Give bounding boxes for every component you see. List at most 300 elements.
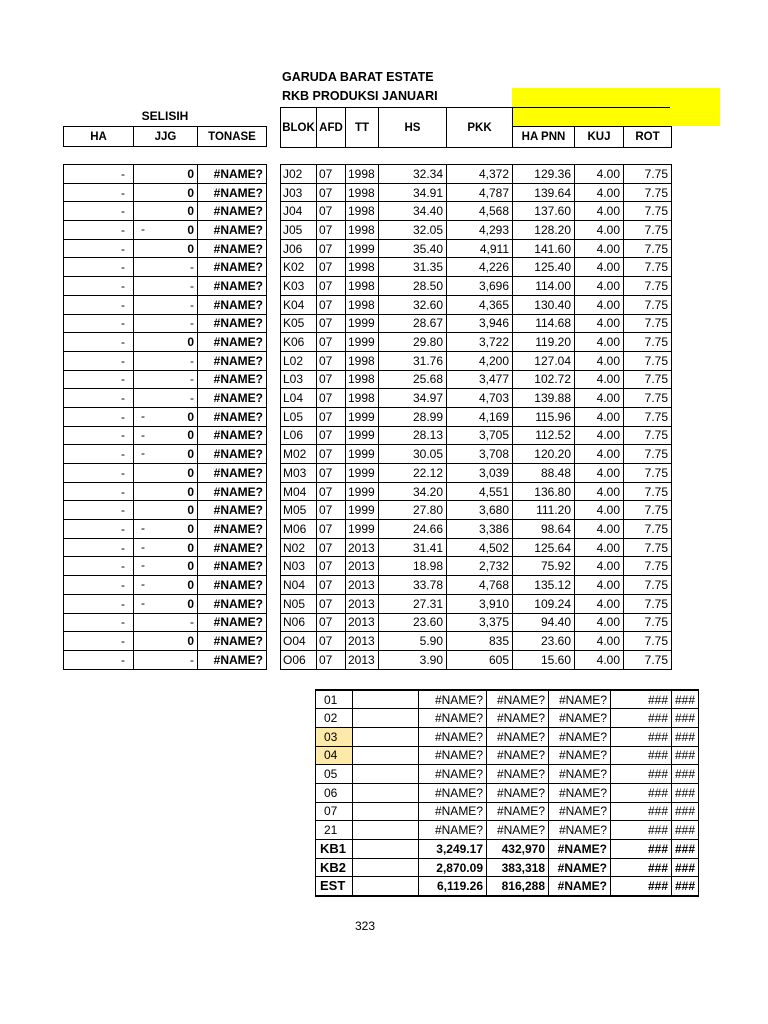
jjg-dash-marker: - bbox=[141, 222, 145, 237]
jjg-cell bbox=[134, 538, 198, 557]
afd-cell: 07 bbox=[317, 314, 346, 333]
tt-cell: 1998 bbox=[346, 258, 379, 277]
pkk-cell: 3,696 bbox=[447, 277, 513, 296]
summary-blank-cell bbox=[353, 727, 419, 746]
summary-table bbox=[315, 689, 699, 897]
summary-value-cell: #NAME? bbox=[487, 802, 549, 821]
report-subtitle: RKB PRODUKSI JANUARI bbox=[282, 89, 438, 103]
afd-cell: 07 bbox=[317, 333, 346, 352]
jjg-cell bbox=[134, 165, 198, 184]
summary-value-cell: #NAME? bbox=[487, 783, 549, 802]
blok-cell: N02 bbox=[281, 538, 317, 557]
afd-cell: 07 bbox=[317, 557, 346, 576]
summary-row bbox=[316, 746, 699, 765]
pkk-cell: 3,708 bbox=[447, 445, 513, 464]
summary-row bbox=[316, 802, 699, 821]
pkk-cell: 4,169 bbox=[447, 407, 513, 426]
afd-cell: 07 bbox=[317, 239, 346, 258]
rot-cell: 7.75 bbox=[624, 445, 672, 464]
kuj-cell: 4.00 bbox=[575, 576, 624, 595]
selisih-header-table bbox=[63, 126, 267, 147]
summary-blank-cell bbox=[353, 877, 419, 896]
summary-code-cell: 21 bbox=[316, 821, 353, 840]
ha-pnn-cell: 129.36 bbox=[513, 165, 575, 184]
kuj-cell: 4.00 bbox=[575, 295, 624, 314]
summary-blank-cell bbox=[353, 783, 419, 802]
hs-cell: 31.41 bbox=[379, 538, 447, 557]
afd-cell: 07 bbox=[317, 389, 346, 408]
afd-cell: 07 bbox=[317, 407, 346, 426]
summary-value-cell: #NAME? bbox=[549, 877, 611, 896]
tt-cell: 2013 bbox=[346, 576, 379, 595]
summary-value-cell: #NAME? bbox=[419, 727, 487, 746]
ha-pnn-cell: 120.20 bbox=[513, 445, 575, 464]
ha-cell: - bbox=[64, 538, 134, 557]
tt-cell: 2013 bbox=[346, 538, 379, 557]
blok-cell: K04 bbox=[281, 295, 317, 314]
blok-row bbox=[281, 445, 672, 464]
tonase-cell: #NAME? bbox=[198, 594, 267, 613]
rot-cell: 7.75 bbox=[624, 370, 672, 389]
jjg-value: 0 bbox=[187, 185, 194, 200]
tonase-cell: #NAME? bbox=[198, 165, 267, 184]
tonase-cell: #NAME? bbox=[198, 351, 267, 370]
summary-code-cell: KB2 bbox=[316, 858, 353, 877]
ha-cell: - bbox=[64, 370, 134, 389]
selisih-row bbox=[64, 538, 267, 557]
ha-pnn-cell: 130.40 bbox=[513, 295, 575, 314]
pkk-cell: 3,375 bbox=[447, 613, 513, 632]
ha-cell: - bbox=[64, 613, 134, 632]
pkk-cell: 4,365 bbox=[447, 295, 513, 314]
summary-row bbox=[316, 821, 699, 840]
summary-value-cell: ### bbox=[672, 746, 699, 765]
col-header-kuj: KUJ bbox=[575, 127, 624, 148]
summary-value-cell: 3,249.17 bbox=[419, 840, 487, 859]
rot-cell: 7.75 bbox=[624, 183, 672, 202]
tt-cell: 1999 bbox=[346, 239, 379, 258]
blok-cell: M03 bbox=[281, 464, 317, 483]
summary-value-cell: ### bbox=[672, 877, 699, 896]
tt-cell: 1999 bbox=[346, 333, 379, 352]
blok-row bbox=[281, 221, 672, 240]
tonase-cell: #NAME? bbox=[198, 407, 267, 426]
ha-pnn-cell: 137.60 bbox=[513, 202, 575, 221]
blok-cell: N04 bbox=[281, 576, 317, 595]
afd-cell: 07 bbox=[317, 183, 346, 202]
ha-cell: - bbox=[64, 183, 134, 202]
blok-row bbox=[281, 594, 672, 613]
pkk-cell: 3,039 bbox=[447, 464, 513, 483]
summary-value-cell: ### bbox=[672, 727, 699, 746]
jjg-cell bbox=[134, 445, 198, 464]
afd-cell: 07 bbox=[317, 613, 346, 632]
blok-row bbox=[281, 333, 672, 352]
summary-code-cell: EST bbox=[316, 877, 353, 896]
tonase-cell: #NAME? bbox=[198, 221, 267, 240]
summary-value-cell: 2,870.09 bbox=[419, 858, 487, 877]
summary-value-cell: #NAME? bbox=[487, 821, 549, 840]
blok-row bbox=[281, 183, 672, 202]
ha-pnn-cell: 139.88 bbox=[513, 389, 575, 408]
ha-pnn-cell: 112.52 bbox=[513, 426, 575, 445]
ha-pnn-cell: 102.72 bbox=[513, 370, 575, 389]
hs-cell: 27.31 bbox=[379, 594, 447, 613]
hs-cell: 31.76 bbox=[379, 351, 447, 370]
pkk-cell: 4,768 bbox=[447, 576, 513, 595]
kuj-cell: 4.00 bbox=[575, 239, 624, 258]
kuj-cell: 4.00 bbox=[575, 202, 624, 221]
jjg-cell bbox=[134, 221, 198, 240]
pkk-cell: 4,911 bbox=[447, 239, 513, 258]
blok-cell: L06 bbox=[281, 426, 317, 445]
rot-cell: 7.75 bbox=[624, 351, 672, 370]
blok-row bbox=[281, 557, 672, 576]
summary-value-cell: #NAME? bbox=[549, 746, 611, 765]
rot-cell: 7.75 bbox=[624, 501, 672, 520]
ha-cell: - bbox=[64, 482, 134, 501]
hs-cell: 27.80 bbox=[379, 501, 447, 520]
summary-blank-cell bbox=[353, 746, 419, 765]
blok-data-table bbox=[280, 164, 672, 670]
tt-cell: 1998 bbox=[346, 202, 379, 221]
tt-cell: 2013 bbox=[346, 557, 379, 576]
kuj-cell: 4.00 bbox=[575, 314, 624, 333]
jjg-value: - bbox=[190, 297, 194, 312]
afd-cell: 07 bbox=[317, 165, 346, 184]
blok-row bbox=[281, 370, 672, 389]
tt-cell: 1999 bbox=[346, 501, 379, 520]
summary-value-cell: #NAME? bbox=[419, 709, 487, 728]
selisih-row bbox=[64, 482, 267, 501]
rot-cell: 7.75 bbox=[624, 221, 672, 240]
jjg-dash-marker: - bbox=[141, 595, 145, 610]
tt-cell: 1999 bbox=[346, 520, 379, 539]
jjg-value: 0 bbox=[187, 634, 194, 649]
blok-cell: J04 bbox=[281, 202, 317, 221]
pkk-cell: 3,477 bbox=[447, 370, 513, 389]
afd-cell: 07 bbox=[317, 594, 346, 613]
jjg-cell bbox=[134, 389, 198, 408]
tonase-cell: #NAME? bbox=[198, 538, 267, 557]
summary-value-cell: #NAME? bbox=[419, 802, 487, 821]
selisih-row bbox=[64, 351, 267, 370]
blok-cell: N05 bbox=[281, 594, 317, 613]
summary-value-cell: #NAME? bbox=[419, 783, 487, 802]
jjg-value: - bbox=[190, 615, 194, 630]
hs-cell: 34.91 bbox=[379, 183, 447, 202]
summary-value-cell: #NAME? bbox=[549, 727, 611, 746]
tt-cell: 1999 bbox=[346, 407, 379, 426]
ha-pnn-cell: 136.80 bbox=[513, 482, 575, 501]
blok-row bbox=[281, 165, 672, 184]
summary-value-cell: ### bbox=[611, 746, 672, 765]
ha-pnn-cell: 125.64 bbox=[513, 538, 575, 557]
tonase-cell: #NAME? bbox=[198, 482, 267, 501]
summary-blank-cell bbox=[353, 858, 419, 877]
rot-cell: 7.75 bbox=[624, 557, 672, 576]
pkk-cell: 2,732 bbox=[447, 557, 513, 576]
tt-cell: 1998 bbox=[346, 183, 379, 202]
summary-blank-cell bbox=[353, 821, 419, 840]
hs-cell: 28.99 bbox=[379, 407, 447, 426]
selisih-row bbox=[64, 202, 267, 221]
jjg-value: - bbox=[190, 353, 194, 368]
header-yellow-spacer bbox=[513, 108, 672, 127]
ha-pnn-cell: 139.64 bbox=[513, 183, 575, 202]
jjg-dash-marker: - bbox=[141, 558, 145, 573]
summary-blank-cell bbox=[353, 709, 419, 728]
ha-pnn-cell: 125.40 bbox=[513, 258, 575, 277]
tt-cell: 2013 bbox=[346, 613, 379, 632]
blok-row bbox=[281, 482, 672, 501]
hs-cell: 34.20 bbox=[379, 482, 447, 501]
jjg-value: 0 bbox=[187, 409, 194, 424]
col-header-jjg: JJG bbox=[134, 127, 198, 147]
tt-cell: 1999 bbox=[346, 445, 379, 464]
jjg-dash-marker: - bbox=[141, 539, 145, 554]
blok-cell: J03 bbox=[281, 183, 317, 202]
summary-value-cell: ### bbox=[672, 840, 699, 859]
pkk-cell: 4,568 bbox=[447, 202, 513, 221]
afd-cell: 07 bbox=[317, 258, 346, 277]
hs-cell: 32.05 bbox=[379, 221, 447, 240]
ha-cell: - bbox=[64, 501, 134, 520]
jjg-dash-marker: - bbox=[141, 521, 145, 536]
jjg-cell bbox=[134, 370, 198, 389]
summary-row bbox=[316, 765, 699, 784]
ha-cell: - bbox=[64, 389, 134, 408]
selisih-row bbox=[64, 520, 267, 539]
ha-cell: - bbox=[64, 295, 134, 314]
blok-row bbox=[281, 464, 672, 483]
summary-value-cell: 816,288 bbox=[487, 877, 549, 896]
rot-cell: 7.75 bbox=[624, 314, 672, 333]
afd-cell: 07 bbox=[317, 221, 346, 240]
blok-cell: L03 bbox=[281, 370, 317, 389]
selisih-row bbox=[64, 277, 267, 296]
tonase-cell: #NAME? bbox=[198, 445, 267, 464]
jjg-value: 0 bbox=[187, 596, 194, 611]
tt-cell: 2013 bbox=[346, 632, 379, 651]
jjg-value: 0 bbox=[187, 559, 194, 574]
jjg-dash-marker: - bbox=[141, 446, 145, 461]
jjg-cell bbox=[134, 482, 198, 501]
summary-value-cell: #NAME? bbox=[549, 783, 611, 802]
kuj-cell: 4.00 bbox=[575, 538, 624, 557]
ha-cell: - bbox=[64, 520, 134, 539]
pkk-cell: 605 bbox=[447, 650, 513, 669]
page-number: 323 bbox=[355, 919, 376, 933]
tonase-cell: #NAME? bbox=[198, 650, 267, 669]
pkk-cell: 3,946 bbox=[447, 314, 513, 333]
hs-cell: 5.90 bbox=[379, 632, 447, 651]
kuj-cell: 4.00 bbox=[575, 482, 624, 501]
ha-cell: - bbox=[64, 314, 134, 333]
kuj-cell: 4.00 bbox=[575, 389, 624, 408]
col-header-ha-pnn: HA PNN bbox=[513, 127, 575, 148]
selisih-row bbox=[64, 389, 267, 408]
tt-cell: 1998 bbox=[346, 221, 379, 240]
selisih-group-label: SELISIH bbox=[141, 109, 189, 123]
kuj-cell: 4.00 bbox=[575, 333, 624, 352]
jjg-cell bbox=[134, 258, 198, 277]
jjg-cell bbox=[134, 202, 198, 221]
tonase-cell: #NAME? bbox=[198, 520, 267, 539]
blok-row bbox=[281, 576, 672, 595]
jjg-value: 0 bbox=[187, 204, 194, 219]
summary-value-cell: #NAME? bbox=[487, 709, 549, 728]
hs-cell: 32.34 bbox=[379, 165, 447, 184]
summary-row bbox=[316, 709, 699, 728]
hs-cell: 18.98 bbox=[379, 557, 447, 576]
kuj-cell: 4.00 bbox=[575, 277, 624, 296]
afd-cell: 07 bbox=[317, 538, 346, 557]
rot-cell: 7.75 bbox=[624, 239, 672, 258]
pkk-cell: 835 bbox=[447, 632, 513, 651]
selisih-row bbox=[64, 165, 267, 184]
tonase-cell: #NAME? bbox=[198, 576, 267, 595]
tonase-cell: #NAME? bbox=[198, 464, 267, 483]
selisih-row bbox=[64, 183, 267, 202]
jjg-value: 0 bbox=[187, 521, 194, 536]
summary-code-cell: 02 bbox=[316, 709, 353, 728]
jjg-value: - bbox=[190, 278, 194, 293]
col-header-hs: HS bbox=[379, 108, 447, 148]
hs-cell: 23.60 bbox=[379, 613, 447, 632]
summary-value-cell: #NAME? bbox=[487, 765, 549, 784]
kuj-cell: 4.00 bbox=[575, 557, 624, 576]
blok-cell: M02 bbox=[281, 445, 317, 464]
blok-cell: J05 bbox=[281, 221, 317, 240]
blok-cell: L04 bbox=[281, 389, 317, 408]
blok-cell: O04 bbox=[281, 632, 317, 651]
ha-cell: - bbox=[64, 333, 134, 352]
tonase-cell: #NAME? bbox=[198, 333, 267, 352]
summary-row bbox=[316, 858, 699, 877]
selisih-row bbox=[64, 613, 267, 632]
jjg-value: 0 bbox=[187, 222, 194, 237]
selisih-row bbox=[64, 333, 267, 352]
rot-cell: 7.75 bbox=[624, 650, 672, 669]
hs-cell: 28.50 bbox=[379, 277, 447, 296]
jjg-value: - bbox=[190, 391, 194, 406]
afd-cell: 07 bbox=[317, 370, 346, 389]
ha-cell: - bbox=[64, 165, 134, 184]
jjg-cell bbox=[134, 426, 198, 445]
kuj-cell: 4.00 bbox=[575, 632, 624, 651]
blok-row bbox=[281, 407, 672, 426]
blok-row bbox=[281, 632, 672, 651]
hs-cell: 25.68 bbox=[379, 370, 447, 389]
blok-row bbox=[281, 389, 672, 408]
afd-cell: 07 bbox=[317, 650, 346, 669]
ha-cell: - bbox=[64, 258, 134, 277]
tt-cell: 2013 bbox=[346, 650, 379, 669]
afd-cell: 07 bbox=[317, 576, 346, 595]
summary-value-cell: ### bbox=[611, 840, 672, 859]
rot-cell: 7.75 bbox=[624, 258, 672, 277]
summary-row bbox=[316, 783, 699, 802]
summary-value-cell: ### bbox=[611, 727, 672, 746]
blok-row bbox=[281, 613, 672, 632]
ha-pnn-cell: 15.60 bbox=[513, 650, 575, 669]
afd-cell: 07 bbox=[317, 202, 346, 221]
blok-cell: K02 bbox=[281, 258, 317, 277]
summary-value-cell: ### bbox=[672, 709, 699, 728]
hs-cell: 22.12 bbox=[379, 464, 447, 483]
rot-cell: 7.75 bbox=[624, 464, 672, 483]
ha-pnn-cell: 114.00 bbox=[513, 277, 575, 296]
rot-cell: 7.75 bbox=[624, 482, 672, 501]
rot-cell: 7.75 bbox=[624, 576, 672, 595]
afd-cell: 07 bbox=[317, 464, 346, 483]
selisih-row bbox=[64, 258, 267, 277]
summary-value-cell: #NAME? bbox=[549, 690, 611, 709]
jjg-value: 0 bbox=[187, 577, 194, 592]
hs-cell: 30.05 bbox=[379, 445, 447, 464]
jjg-cell bbox=[134, 501, 198, 520]
ha-pnn-cell: 23.60 bbox=[513, 632, 575, 651]
ha-pnn-cell: 128.20 bbox=[513, 221, 575, 240]
col-header-pkk: PKK bbox=[447, 108, 513, 148]
ha-cell: - bbox=[64, 594, 134, 613]
jjg-dash-marker: - bbox=[141, 408, 145, 423]
summary-code-cell: 03 bbox=[316, 727, 353, 746]
selisih-row bbox=[64, 221, 267, 240]
pkk-cell: 4,703 bbox=[447, 389, 513, 408]
ha-pnn-cell: 141.60 bbox=[513, 239, 575, 258]
tt-cell: 1999 bbox=[346, 314, 379, 333]
selisih-row bbox=[64, 632, 267, 651]
col-header-blok: BLOK bbox=[281, 108, 317, 148]
summary-code-cell: 04 bbox=[316, 746, 353, 765]
tonase-cell: #NAME? bbox=[198, 277, 267, 296]
jjg-cell bbox=[134, 557, 198, 576]
pkk-cell: 4,293 bbox=[447, 221, 513, 240]
tonase-cell: #NAME? bbox=[198, 183, 267, 202]
pkk-cell: 4,372 bbox=[447, 165, 513, 184]
jjg-value: 0 bbox=[187, 166, 194, 181]
kuj-cell: 4.00 bbox=[575, 594, 624, 613]
ha-cell: - bbox=[64, 650, 134, 669]
ha-pnn-cell: 115.96 bbox=[513, 407, 575, 426]
hs-cell: 24.66 bbox=[379, 520, 447, 539]
blok-row bbox=[281, 501, 672, 520]
blok-row bbox=[281, 295, 672, 314]
summary-value-cell: ### bbox=[611, 877, 672, 896]
tt-cell: 2013 bbox=[346, 594, 379, 613]
pkk-cell: 3,722 bbox=[447, 333, 513, 352]
blok-cell: J06 bbox=[281, 239, 317, 258]
blok-cell: K05 bbox=[281, 314, 317, 333]
selisih-row bbox=[64, 445, 267, 464]
pkk-cell: 4,551 bbox=[447, 482, 513, 501]
rot-cell: 7.75 bbox=[624, 165, 672, 184]
summary-blank-cell bbox=[353, 840, 419, 859]
blok-row bbox=[281, 538, 672, 557]
tt-cell: 1998 bbox=[346, 389, 379, 408]
summary-row bbox=[316, 690, 699, 709]
tonase-cell: #NAME? bbox=[198, 202, 267, 221]
summary-code-cell: 06 bbox=[316, 783, 353, 802]
summary-value-cell: #NAME? bbox=[549, 802, 611, 821]
afd-cell: 07 bbox=[317, 351, 346, 370]
jjg-value: 0 bbox=[187, 503, 194, 518]
summary-row bbox=[316, 727, 699, 746]
tonase-cell: #NAME? bbox=[198, 389, 267, 408]
summary-value-cell: #NAME? bbox=[549, 840, 611, 859]
